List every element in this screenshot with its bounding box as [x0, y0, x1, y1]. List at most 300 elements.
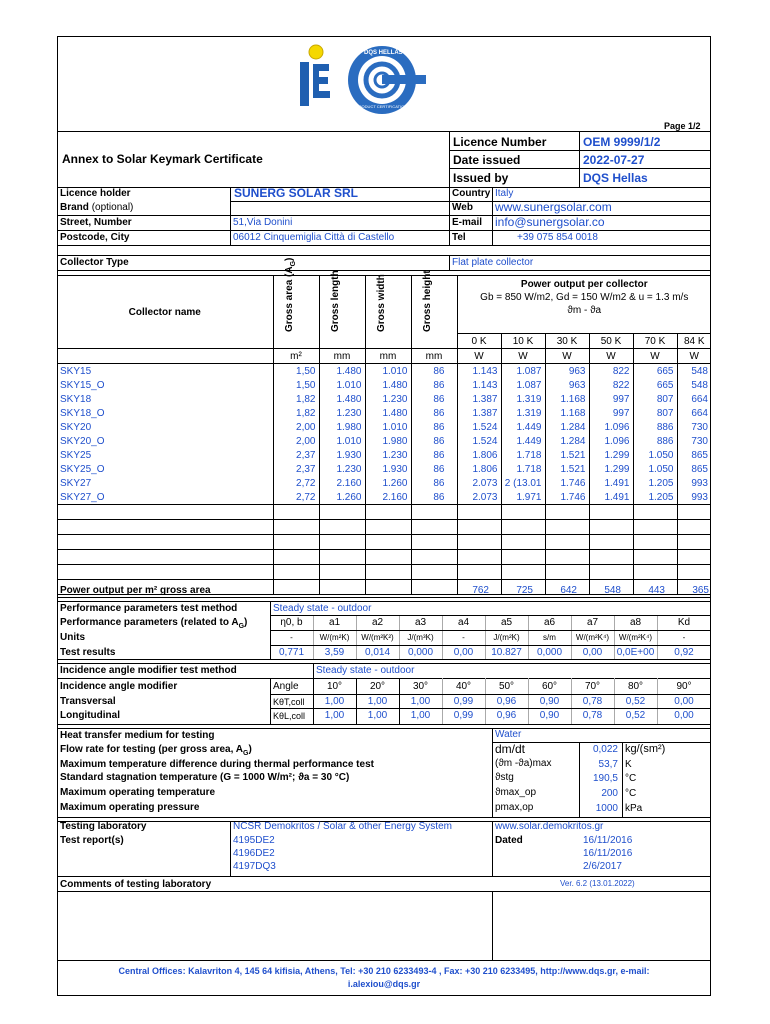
- collector-name: SKY27: [57, 476, 273, 490]
- logo-subtext: PRODUCT CERTIFICATION: [356, 104, 408, 109]
- table-cell: [411, 565, 457, 580]
- lab-label: Testing laboratory: [60, 821, 147, 832]
- iam-divider: [657, 678, 658, 724]
- iam-divider: [614, 678, 615, 724]
- table-cell: 1,50: [273, 378, 319, 392]
- collector-name: SKY20: [57, 420, 273, 434]
- table-cell: 1.524: [457, 420, 501, 434]
- table-cell: 1.260: [319, 490, 365, 505]
- table-cell: [589, 520, 633, 535]
- perf-divider: [614, 615, 615, 659]
- medium-label: Heat transfer medium for testing: [60, 730, 215, 741]
- table-cell: [501, 505, 545, 520]
- maxdiff-label: Maximum temperature difference during thermal performance test: [60, 759, 374, 770]
- table-cell: 1.230: [365, 448, 411, 462]
- lab-name: NCSR Demokritos / Solar & other Energy System: [233, 821, 452, 832]
- transversal-value: 1,00: [410, 696, 431, 707]
- collector-name: SKY15: [57, 364, 273, 379]
- table-cell: [365, 580, 411, 595]
- table-cell: [545, 550, 589, 565]
- table-cell: 86: [411, 434, 457, 448]
- perf-header: a3: [414, 617, 427, 628]
- iam-label: Incidence angle modifier: [60, 681, 178, 692]
- table-cell: 86: [411, 462, 457, 476]
- longitudinal-value: 0,00: [674, 710, 694, 721]
- table-cell: [365, 550, 411, 565]
- maxpress-value: 1000: [595, 803, 618, 814]
- postcode: 06012 Cinquemiglia Città di Castello: [233, 232, 395, 243]
- temp-header: 70 K: [633, 334, 677, 349]
- perf-result: 0,014: [364, 647, 391, 658]
- unit-cell: mm: [319, 349, 365, 364]
- table-cell: 1.284: [545, 434, 589, 448]
- table-cell: 807: [633, 406, 677, 420]
- stag-value: 190,5: [592, 773, 618, 784]
- table-cell: 1.260: [365, 476, 411, 490]
- table-cell: [319, 505, 365, 520]
- perf-result: 0,000: [536, 647, 563, 658]
- table-cell: [273, 550, 319, 565]
- table-row: [57, 462, 711, 476]
- table-cell: [457, 550, 501, 565]
- table-cell: 1.521: [545, 448, 589, 462]
- power-per-m2-value: 365: [692, 585, 709, 596]
- angle-value: 70°: [584, 681, 601, 692]
- perf-divider: [356, 615, 357, 659]
- iam-line: [270, 708, 711, 709]
- unit-cell: W: [589, 349, 633, 364]
- table-row: [57, 565, 711, 580]
- perf-unit: W/(m²K²): [361, 633, 394, 642]
- table-cell: 1.491: [589, 476, 633, 490]
- perf-result: 0,00: [582, 647, 603, 658]
- table-cell: 86: [411, 448, 457, 462]
- table-cell: 822: [589, 364, 633, 379]
- iam-divider: [356, 678, 357, 724]
- maxtemp-symbol: ϑmax_op: [495, 787, 537, 798]
- collector-name: SKY18: [57, 392, 273, 406]
- perf-header: a8: [629, 617, 642, 628]
- collector-name: [57, 520, 273, 535]
- table-cell: [501, 535, 545, 550]
- perf-divider: [571, 615, 572, 659]
- table-cell: 1.387: [457, 392, 501, 406]
- table-cell: 865: [677, 448, 711, 462]
- longitudinal-value: 0,90: [539, 710, 560, 721]
- tel: +39 075 854 0018: [517, 232, 598, 243]
- perf-unit: -: [462, 633, 465, 642]
- iam-divider: [399, 678, 400, 724]
- perf-result: 0,000: [407, 647, 434, 658]
- angle-value: 50°: [498, 681, 515, 692]
- transversal-value: 0,78: [582, 696, 603, 707]
- power-output-header: Power output per collector Gb = 850 W/m2, Gd = 150 W/m2 & u = 1.3 m/s ϑm - ϑa: [457, 276, 711, 334]
- transversal-value: 0,52: [625, 696, 646, 707]
- iam-divider: [442, 678, 443, 724]
- table-row: [57, 535, 711, 550]
- table-cell: [457, 535, 501, 550]
- table-cell: 86: [411, 364, 457, 379]
- table-cell: 1.205: [633, 490, 677, 505]
- email[interactable]: info@sunergsolar.co: [495, 215, 605, 229]
- perf-result: 0,771: [278, 647, 305, 658]
- k-long-label: KθL,coll: [273, 711, 306, 721]
- perf-result: 0,00: [453, 647, 474, 658]
- table-cell: [273, 535, 319, 550]
- country-label: Country: [452, 188, 491, 199]
- perf-result: 0,92: [674, 647, 694, 658]
- lab-web[interactable]: www.solar.demokritos.gr: [495, 821, 604, 832]
- table-cell: 1.050: [633, 448, 677, 462]
- perf-line: [270, 630, 711, 631]
- table-cell: [501, 565, 545, 580]
- web-label: Web: [452, 202, 473, 213]
- table-cell: [411, 505, 457, 520]
- perf-header: η0, b: [280, 617, 303, 628]
- table-cell: [633, 550, 677, 565]
- table-row: [57, 476, 711, 490]
- table-cell: 1.980: [365, 434, 411, 448]
- perf-unit: J/(m²K): [493, 633, 520, 642]
- table-cell: 1.980: [319, 420, 365, 434]
- dated-label: Dated: [495, 835, 523, 846]
- table-cell: 1.319: [501, 392, 545, 406]
- table-cell: 993: [677, 490, 711, 505]
- table-cell: 2,00: [273, 420, 319, 434]
- table-cell: 1,50: [273, 364, 319, 379]
- perf-header: a1: [328, 617, 341, 628]
- perf-result: 0,0E+00: [616, 647, 655, 658]
- temp-header: 30 K: [545, 334, 589, 349]
- table-row: [57, 420, 711, 434]
- table-cell: 1.524: [457, 434, 501, 448]
- perf-result: 10.827: [491, 647, 522, 658]
- table-row: [57, 364, 711, 379]
- table-cell: 86: [411, 392, 457, 406]
- table-cell: [677, 505, 711, 520]
- table-cell: 86: [411, 476, 457, 490]
- table-cell: 1.480: [319, 392, 365, 406]
- table-cell: 1.480: [365, 378, 411, 392]
- transversal-label: Transversal: [60, 696, 116, 707]
- perf-result: 3,59: [324, 647, 345, 658]
- table-cell: 2,72: [273, 476, 319, 490]
- table-cell: 1.491: [589, 490, 633, 505]
- longitudinal-value: 0,96: [496, 710, 517, 721]
- web[interactable]: www.sunergsolar.com: [495, 200, 612, 214]
- perf-divider: [528, 615, 529, 659]
- perf-header: a6: [543, 617, 556, 628]
- licence-number: OEM 9999/1/2: [583, 135, 661, 149]
- collector-name-header: Collector name: [57, 276, 273, 349]
- stag-label: Standard stagnation temperature (G = 1000 W/m²; ϑa = 30 °C): [60, 772, 350, 783]
- table-cell: [545, 505, 589, 520]
- angle-value: 60°: [541, 681, 558, 692]
- maxdiff-symbol: (ϑm -ϑa)max: [495, 758, 552, 769]
- table-cell: 86: [411, 378, 457, 392]
- page-number: Page 1/2: [664, 121, 701, 131]
- table-row: [57, 378, 711, 392]
- flow-label: Flow rate for testing (per gross area, $A_G$): [60, 744, 252, 757]
- longitudinal-value: 0,99: [453, 710, 474, 721]
- perf-header: a4: [457, 617, 470, 628]
- comments-label: Comments of testing laboratory: [60, 879, 212, 890]
- date-2: 16/11/2016: [583, 848, 633, 859]
- flow-symbol: dm/dt: [495, 742, 526, 756]
- table-cell: 1.806: [457, 448, 501, 462]
- table-cell: [677, 535, 711, 550]
- flow-value: 0,022: [592, 744, 618, 755]
- logo-text: DQS HELLAS: [364, 50, 403, 56]
- date-issued-label: Date issued: [453, 153, 521, 167]
- table-cell: [501, 520, 545, 535]
- maxtemp-label: Maximum operating temperature: [60, 787, 216, 798]
- table-cell: 1.480: [319, 364, 365, 379]
- collector-type-label: Collector Type: [60, 257, 129, 268]
- table-cell: 86: [411, 420, 457, 434]
- table-cell: [411, 520, 457, 535]
- table-cell: 1.087: [501, 364, 545, 379]
- table-cell: 1.168: [545, 392, 589, 406]
- table-cell: [633, 535, 677, 550]
- table-cell: 86: [411, 490, 457, 505]
- table-cell: 2.160: [365, 490, 411, 505]
- angle-value: 40°: [455, 681, 472, 692]
- footer-line-1: Central Offices: Kalavriton 4, 145 64 kifisia, Athens, Tel: +30 210 6233493-4 , Fax: +30 210 6233495, http://www.dqs.gr, e-mail:: [118, 966, 650, 976]
- table-cell: 2.073: [457, 490, 501, 505]
- table-cell: [501, 550, 545, 565]
- table-cell: [589, 565, 633, 580]
- collector-name: [57, 565, 273, 580]
- perf-divider: [485, 615, 486, 659]
- licence-holder: SUNERG SOLAR SRL: [234, 186, 359, 200]
- licence-number-label: Licence Number: [453, 135, 547, 149]
- table-cell: 2,37: [273, 462, 319, 476]
- table-cell: 1.010: [365, 420, 411, 434]
- angle-value: 20°: [369, 681, 386, 692]
- flow-unit: kg/(sm²): [625, 743, 666, 755]
- temp-header: 0 K: [457, 334, 501, 349]
- table-cell: 1.746: [545, 476, 589, 490]
- table-cell: 1.010: [319, 378, 365, 392]
- table-cell: 1.319: [501, 406, 545, 420]
- table-cell: 822: [589, 378, 633, 392]
- unit-cell: W: [457, 349, 501, 364]
- perf-line: [270, 645, 711, 646]
- longitudinal-value: 1,00: [367, 710, 388, 721]
- table-cell: 1.299: [589, 462, 633, 476]
- table-cell: 1.096: [589, 434, 633, 448]
- table-cell: 1.387: [457, 406, 501, 420]
- k-trans-label: KθT,coll: [273, 697, 305, 707]
- table-cell: 1.143: [457, 364, 501, 379]
- table-cell: [677, 520, 711, 535]
- table-cell: [457, 505, 501, 520]
- footer-line-2: i.alexiou@dqs.gr: [347, 979, 421, 989]
- table-cell: 886: [633, 420, 677, 434]
- perf-header: a7: [586, 617, 599, 628]
- table-cell: [273, 565, 319, 580]
- perf-params-label: Performance parameters (related to $A_G$): [60, 617, 248, 630]
- power-per-m2-value: 548: [604, 585, 621, 596]
- table-cell: [633, 520, 677, 535]
- brand-label: Brand (optional): [60, 202, 134, 213]
- licence-holder-label: Licence holder: [60, 188, 131, 199]
- collector-name: [57, 505, 273, 520]
- temp-header: 10 K: [501, 334, 545, 349]
- table-cell: [319, 580, 365, 595]
- table-cell: [633, 565, 677, 580]
- maxtemp-value: 200: [601, 788, 618, 799]
- table-cell: [545, 535, 589, 550]
- collector-name: SKY15_O: [57, 378, 273, 392]
- email-label: E-mail: [452, 217, 483, 228]
- table-cell: 865: [677, 462, 711, 476]
- table-cell: 1.971: [501, 490, 545, 505]
- iam-divider: [313, 678, 314, 724]
- maxpress-symbol: pmax,op: [495, 802, 534, 813]
- reports-label: Test report(s): [60, 835, 124, 846]
- power-per-m2-value: 725: [516, 585, 533, 596]
- table-cell: 1.930: [365, 462, 411, 476]
- issued-by: DQS Hellas: [583, 171, 648, 185]
- table-cell: 1.230: [319, 462, 365, 476]
- table-cell: [365, 535, 411, 550]
- perf-divider: [399, 615, 400, 659]
- iam-method: Steady state - outdoor: [316, 665, 415, 676]
- unit-cell: W: [677, 349, 711, 364]
- table-cell: [411, 550, 457, 565]
- collector-name: SKY25_O: [57, 462, 273, 476]
- collector-name: SKY18_O: [57, 406, 273, 420]
- collector-name: [57, 535, 273, 550]
- table-cell: [545, 520, 589, 535]
- perf-unit: s/m: [543, 633, 556, 642]
- transversal-value: 1,00: [324, 696, 345, 707]
- table-cell: [319, 535, 365, 550]
- longitudinal-label: Longitudinal: [60, 710, 120, 721]
- unit-cell: m²: [273, 349, 319, 364]
- table-cell: 1,82: [273, 406, 319, 420]
- perf-header: a2: [371, 617, 384, 628]
- maxdiff-unit: K: [625, 759, 632, 770]
- table-cell: 1.284: [545, 420, 589, 434]
- table-cell: 2,72: [273, 490, 319, 505]
- collector-name: [57, 550, 273, 565]
- maxpress-unit: kPa: [625, 803, 643, 814]
- table-cell: 963: [545, 378, 589, 392]
- unit-cell: W: [633, 349, 677, 364]
- table-row: [57, 505, 711, 520]
- annex-title: Annex to Solar Keymark Certificate: [62, 152, 263, 166]
- table-cell: 1,82: [273, 392, 319, 406]
- dqs-logo: [282, 42, 442, 118]
- table-cell: 1.087: [501, 378, 545, 392]
- gross-width-header: Gross width: [365, 276, 411, 349]
- perf-divider: [313, 615, 314, 659]
- report-2: 4196DE2: [233, 848, 275, 859]
- date-issued: 2022-07-27: [583, 153, 645, 167]
- table-row: [57, 434, 711, 448]
- table-cell: 2,00: [273, 434, 319, 448]
- table-cell: 1.096: [589, 420, 633, 434]
- table-cell: 730: [677, 434, 711, 448]
- perf-method: Steady state - outdoor: [273, 603, 372, 614]
- table-cell: [365, 565, 411, 580]
- postcode-label: Postcode, City: [60, 232, 130, 243]
- unit-cell: W: [545, 349, 589, 364]
- temp-header: 50 K: [589, 334, 633, 349]
- longitudinal-value: 1,00: [410, 710, 431, 721]
- table-cell: [677, 550, 711, 565]
- gross-height-header: Gross height: [411, 276, 457, 349]
- power-per-m2-value: 762: [472, 585, 489, 596]
- table-cell: 1.806: [457, 462, 501, 476]
- table-row: [57, 490, 711, 505]
- table-cell: 1.230: [365, 392, 411, 406]
- table-cell: 1.746: [545, 490, 589, 505]
- table-cell: 1.521: [545, 462, 589, 476]
- collector-name: SKY27_O: [57, 490, 273, 505]
- medium: Water: [495, 729, 522, 740]
- issued-by-label: Issued by: [453, 171, 509, 185]
- table-cell: 1.230: [319, 406, 365, 420]
- table-cell: 1.930: [319, 448, 365, 462]
- angle-value: 10°: [326, 681, 343, 692]
- street: 51,Via Donini: [233, 217, 293, 228]
- angle-value: 80°: [627, 681, 644, 692]
- stag-unit: °C: [625, 773, 637, 784]
- table-cell: 1.449: [501, 434, 545, 448]
- perf-unit: -: [290, 633, 293, 642]
- temp-header: 84 K: [677, 334, 711, 349]
- gross-length-header: Gross length: [319, 276, 365, 349]
- perf-header: Kd: [677, 617, 691, 628]
- unit-spacer: [57, 349, 273, 364]
- table-cell: 730: [677, 420, 711, 434]
- table-cell: 807: [633, 392, 677, 406]
- perf-divider: [442, 615, 443, 659]
- perf-method-label: Performance parameters test method: [60, 603, 238, 614]
- table-cell: 1.299: [589, 448, 633, 462]
- table-cell: 1.718: [501, 462, 545, 476]
- table-cell: 1.480: [365, 406, 411, 420]
- maxpress-label: Maximum operating pressure: [60, 802, 200, 813]
- table-cell: 664: [677, 406, 711, 420]
- date-3: 2/6/2017: [583, 861, 622, 872]
- collector-name: SKY25: [57, 448, 273, 462]
- iam-line: [270, 694, 711, 695]
- stag-symbol: ϑstg: [495, 772, 514, 783]
- perf-results-label: Test results: [60, 647, 116, 658]
- table-cell: [365, 505, 411, 520]
- table-cell: [273, 520, 319, 535]
- table-cell: [589, 550, 633, 565]
- table-row: [57, 448, 711, 462]
- date-1: 16/11/2016: [583, 835, 633, 846]
- perf-header: a5: [500, 617, 513, 628]
- transversal-value: 0,96: [496, 696, 517, 707]
- angle-value: 90°: [676, 681, 692, 692]
- table-cell: 86: [411, 406, 457, 420]
- transversal-value: 0,99: [453, 696, 474, 707]
- table-cell: [545, 565, 589, 580]
- perf-divider: [657, 615, 658, 659]
- report-1: 4195DE2: [233, 835, 275, 846]
- table-cell: 997: [589, 392, 633, 406]
- gross-area-header: Gross area $(A_G)$: [273, 276, 319, 349]
- table-cell: [633, 505, 677, 520]
